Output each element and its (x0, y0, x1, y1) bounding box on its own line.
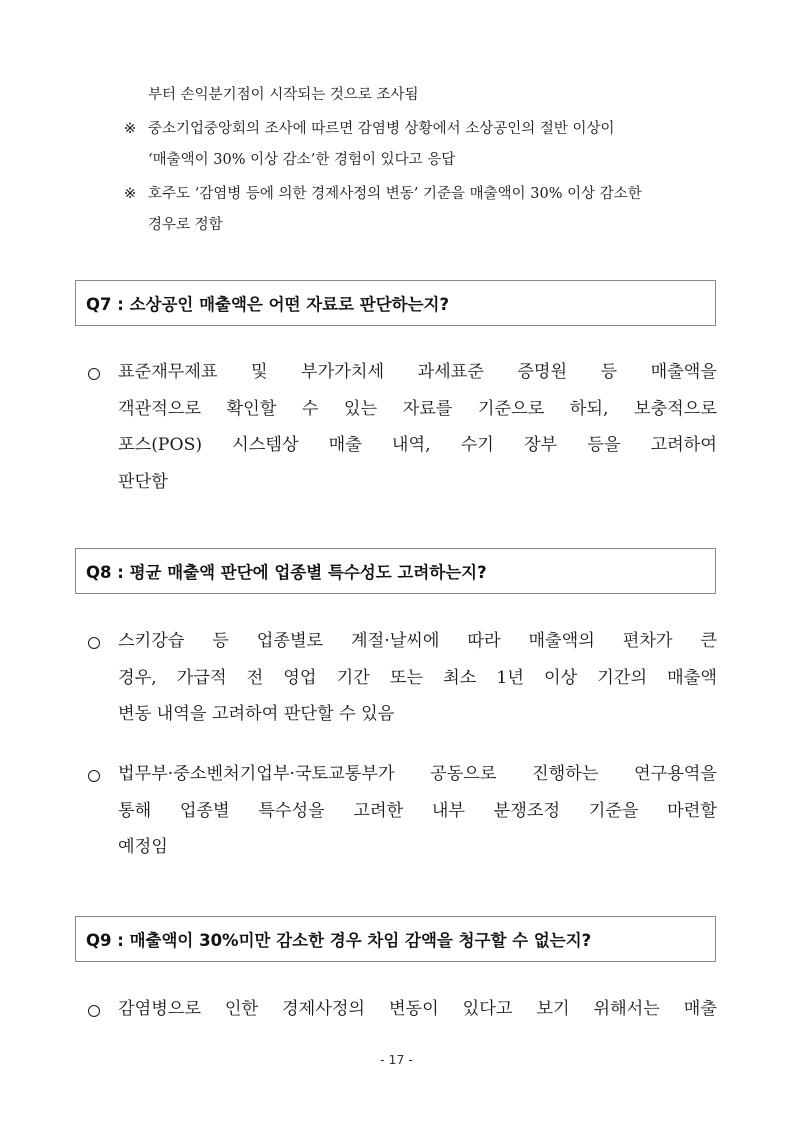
circle-bullet-icon (88, 1005, 100, 1017)
intro-note-line: 중소기업중앙회의 조사에 따르면 감염병 상황에서 소상공인의 절반 이상이 (148, 121, 615, 137)
answer-line: 경우, 가급적 전 영업 기간 또는 최소 1년 이상 기간의 매출액 (118, 667, 717, 688)
answer-line: 통해 업종별 특수성을 고려한 내부 분쟁조정 기준을 마련할 (118, 800, 717, 821)
answer-line: 예정임 (118, 837, 168, 857)
answer-line: 법무부·중소벤처기업부·국토교통부가 공동으로 진행하는 연구용역을 (118, 764, 717, 784)
answer-line: 감염병으로 인한 경제사정의 변동이 있다고 보기 위해서는 매출 (118, 999, 717, 1019)
intro-note-3-cont (148, 218, 223, 233)
answer-paragraph-q8-2 (118, 756, 717, 866)
question-box-q8 (75, 548, 716, 594)
intro-note-2-cont (148, 153, 455, 168)
question-box-q9 (75, 916, 716, 962)
circle-bullet-icon (88, 368, 100, 380)
answer-line: 판단함 (118, 471, 168, 492)
intro-note-line: ‘매출액이 30% 이상 감소’한 경험이 있다고 응답 (148, 152, 456, 168)
intro-note-2 (124, 122, 614, 137)
circle-bullet-icon (88, 637, 100, 649)
intro-note-line: 호주도 ‘감염병 등에 의한 경제사정의 변동’ 기준을 매출액이 30% 이상 감소한 (148, 186, 642, 202)
question-box-q7 (75, 280, 716, 326)
intro-note-line: 경우로 정함 (148, 217, 223, 233)
answer-paragraph-q8-1 (118, 623, 717, 733)
intro-note-3 (124, 187, 642, 202)
intro-note-continuation (148, 88, 419, 103)
answer-line: 표준재무제표 및 부가가치세 과세표준 증명원 등 매출액을 (118, 362, 717, 382)
answer-paragraph-q7 (118, 354, 717, 500)
question-title: Q9 : 매출액이 30%미만 감소한 경우 차임 감액을 청구할 수 없는지? (86, 931, 592, 950)
question-title: Q7 : 소상공인 매출액은 어떤 자료로 판단하는지? (86, 295, 450, 314)
answer-paragraph-q9 (118, 991, 717, 1028)
intro-note-line: 부터 손익분기점이 시작되는 것으로 조사됨 (148, 87, 419, 103)
reference-mark-icon: ※ (124, 121, 137, 137)
answer-line: 변동 내역을 고려하여 판단할 수 있음 (118, 704, 395, 724)
answer-line: 포스(POS) 시스템상 매출 내역, 수기 장부 등을 고려하여 (118, 435, 717, 455)
circle-bullet-icon (88, 770, 100, 782)
answer-line: 객관적으로 확인할 수 있는 자료를 기준으로 하되, 보충적으로 (118, 398, 717, 419)
question-title: Q8 : 평균 매출액 판단에 업종별 특수성도 고려하는지? (86, 563, 487, 582)
reference-mark-icon: ※ (124, 186, 137, 202)
answer-line: 스키강습 등 업종별로 계절·날씨에 따라 매출액의 편차가 큰 (118, 631, 717, 651)
page-number: - 17 - (380, 1052, 413, 1067)
